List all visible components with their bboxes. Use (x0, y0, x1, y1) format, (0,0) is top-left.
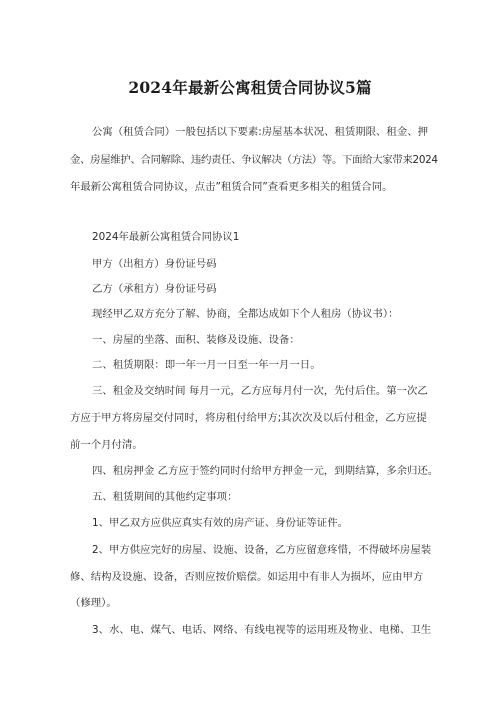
intro-line-2: 金、房屋维护、合同解除、违约责任、争议解决（方法）等。下面给大家带来2024 (70, 154, 438, 166)
item-1: 1、甲乙双方应供应真实有效的房产证、身份证等证件。 (92, 517, 348, 529)
agreement-heading: 2024年最新公寓租赁合同协议1 (92, 231, 240, 243)
clause-1: 一、房屋的坐落、面积、装修及设施、设备： (92, 334, 300, 346)
preamble-line: 现经甲乙双方充分了解、协商，全都达成如下个人租房（协议书）： (92, 308, 399, 320)
clause-3-line-2: 方应于甲方将房屋交付同时，将房租付给甲方;其次次及以后付租金，乙方应提 (70, 412, 427, 424)
item-2-line-2: 修、结构及设施、设备，否则应按价赔偿。如运用中有非人为损坏，应由甲方 (70, 571, 424, 583)
document-title: 2024年最新公寓租赁合同协议5篇 (128, 78, 372, 97)
item-3: 3、水、电、煤气、电话、网络、有线电视等的运用班及物业、电梯、卫生 (92, 624, 432, 636)
clause-5: 五、租赁期间的其他约定事项： (92, 491, 238, 503)
clause-3-line-1: 三、租金及交纳时间 每月一元，乙方应每月付一次，先付后住。第一次乙 (92, 385, 428, 397)
clause-3-line-3: 前一个月付清。 (70, 439, 143, 451)
party-a-line: 甲方（出租方）身份证号码 (92, 258, 217, 270)
item-2-line-1: 2、甲方供应完好的房屋、设施、设备，乙方应留意疼惜，不得破坏房屋装 (92, 544, 432, 556)
party-b-line: 乙方（承租方）身份证号码 (92, 283, 217, 295)
clause-4: 四、租房押金 乙方应于签约同时付给甲方押金一元，到期结算，多余归还。 (92, 465, 439, 477)
intro-line-3: 年最新公寓租赁合同协议，点击”租赁合同”查看更多相关的租赁合同。 (70, 181, 393, 193)
intro-line-1: 公寓（租赁合同）一般包括以下要素:房屋基本状况、租赁期限、租金、押 (92, 126, 428, 138)
item-2-line-3: （修理）。 (70, 597, 117, 609)
clause-2: 二、租赁期限：即一年一月一日至一年一月一日。 (92, 359, 321, 371)
